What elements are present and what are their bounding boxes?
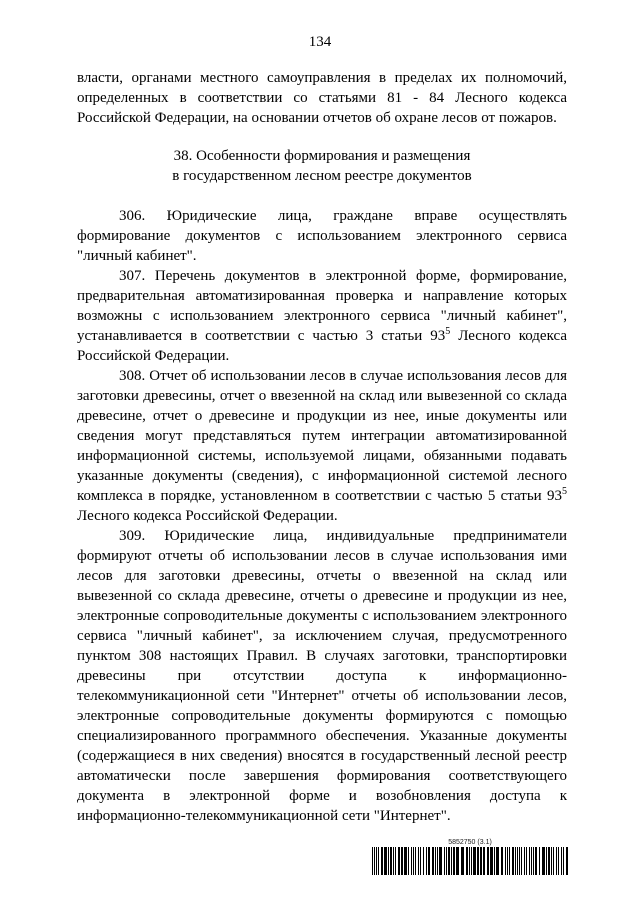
section-heading bbox=[77, 146, 567, 186]
barcode-number: 5852750 (3.1) bbox=[448, 839, 492, 846]
intro-paragraph: власти, органами местного самоуправления в пределах их полномочий, определенных в соответствии со статьями 81 - 84 Лесного кодекса Российской Федерации, на основании отчетов об охране лесов от пожаров. bbox=[77, 70, 567, 126]
paragraph-308-text: 308. Отчет об использовании лесов в случае использования лесов для заготовки древесины, отчет о ввезенной на склад или вывезенной со склада древесине, отчет о древесине и продукции из нее, иные документы или сведения могут представляться путем интеграции автоматизированной информационной системы, используемой лицами, обязанными подавать указанные документы (сведения), с информационной системой лесного комплекса в порядке, установленном в соответствии с частью 5 статьи 93 bbox=[77, 368, 567, 504]
paragraph-307-text: 307. Перечень документов в электронной форме, формирование, предварительная автоматизированная проверка и направление которых возможны с использованием электронного сервиса "личный кабинет", устанавливается в соответствии с частью 3 статьи 93 bbox=[77, 268, 567, 344]
barcode-icon bbox=[372, 847, 568, 875]
paragraph-308-tail: Лесного кодекса Российской Федерации. bbox=[77, 508, 338, 524]
section-heading-line1: 38. Особенности формирования и размещения bbox=[173, 148, 471, 164]
page-number: 134 bbox=[308, 34, 332, 50]
section-heading-line2: в государственном лесном реестре документов bbox=[172, 168, 472, 184]
paragraph-307-superscript: 5 bbox=[445, 326, 451, 337]
paragraph-307 bbox=[77, 266, 567, 366]
document-body bbox=[77, 68, 567, 826]
barcode-block bbox=[372, 838, 568, 875]
paragraph-308 bbox=[77, 366, 567, 526]
paragraph-306: 306. Юридические лица, граждане вправе осуществлять формирование документов с использованием электронного сервиса "личный кабинет". bbox=[77, 208, 567, 264]
paragraph-307-tail: Лесного кодекса Российской Федерации. bbox=[77, 328, 567, 364]
paragraph-308-superscript: 5 bbox=[562, 486, 567, 497]
paragraph-309: 309. Юридические лица, индивидуальные предприниматели формируют отчеты об использовании лесов в случае использования ими лесов для заготовки древесины, отчеты о ввезенной на склад или вывезенной со склада древесине, отчеты о древесине и продукции из нее, электронные сопроводительные документы с использованием электронного сервиса "личный кабинет", за исключением случая, предусмотренного пунктом 308 настоящих Правил. В случаях заготовки, транспортировки древесины при отсутствии доступа к информационно-телекоммуникационной сети "Интернет" отчеты об использовании лесов, электронные сопроводительные документы формируются с помощью специализированного программного обеспечения. Указанные документы (содержащиеся в них сведения) вносятся в государственный лесной реестр автоматически после завершения формирования соответствующего документа в электронной форме и возобновления доступа к информационно-телекоммуникационной сети "Интернет". bbox=[77, 528, 567, 824]
